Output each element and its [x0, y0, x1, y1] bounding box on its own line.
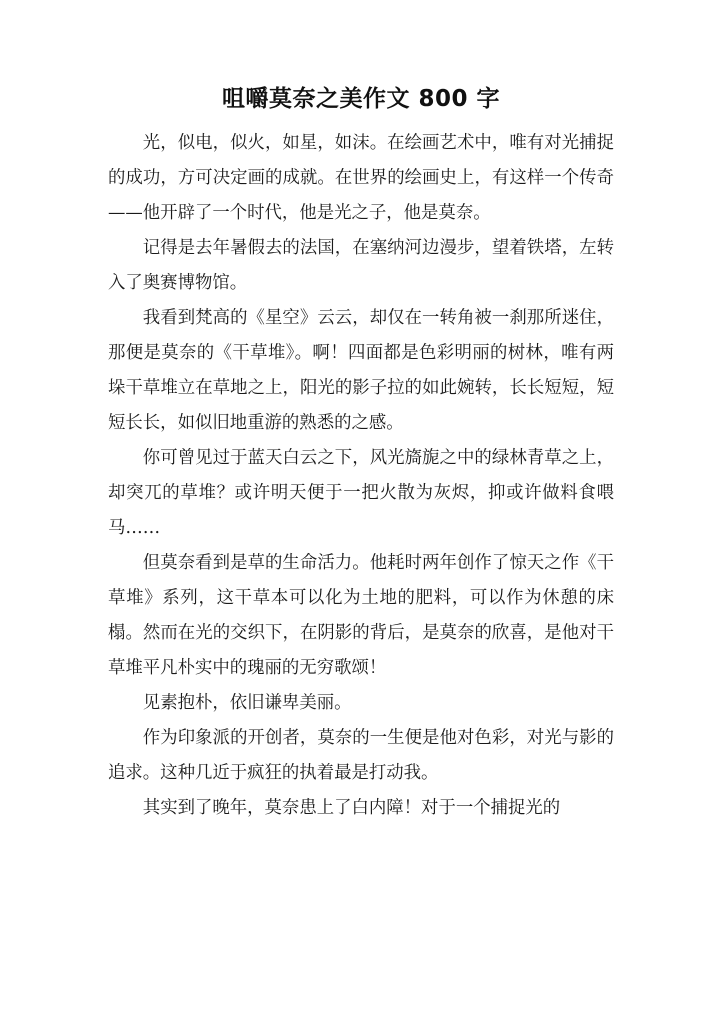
document-page [108, 84, 614, 826]
essay-title: 咀嚼莫奈之美作文 800 字 [221, 86, 501, 112]
essay-paragraph-2: 记得是去年暑假去的法国，在塞纳河边漫步，望着铁塔，左转入了奥赛博物馆。 [108, 238, 614, 293]
essay-paragraph-6: 见素抱朴，依旧谦卑美丽。 [142, 693, 352, 713]
essay-paragraph-1: 光，似电，似火，如星，如沫。在绘画艺术中，唯有对光捕捉的成功，方可决定画的成就。在世界的绘画史上，有这样一个传奇——他开辟了一个时代，他是光之子，他是莫奈。 [108, 133, 614, 223]
essay-paragraph-3: 我看到梵高的《星空》云云，却仅在一转角被一刹那所迷住，那便是莫奈的《干草堆》。啊！四面都是色彩明丽的树林，唯有两垛干草堆立在草地之上，阳光的影子拉的如此婉转，长长短短，短短长长，如似旧地重游的熟悉的之感。 [108, 308, 614, 433]
essay-paragraph-8: 其实到了晚年，莫奈患上了白内障！对于一个捕捉光的 [142, 798, 561, 818]
essay-paragraph-7: 作为印象派的开创者，莫奈的一生便是他对色彩，对光与影的追求。这种几近于疯狂的执着最是打动我。 [108, 728, 614, 783]
essay-paragraph-5: 但莫奈看到是草的生命活力。他耗时两年创作了惊天之作《干草堆》系列，这干草本可以化为土地的肥料，可以作为休憩的床榻。然而在光的交织下，在阴影的背后，是莫奈的欣喜，是他对干草堆平凡朴实中的瑰丽的无穷歌颂！ [108, 553, 614, 678]
essay-paragraph-4: 你可曾见过于蓝天白云之下，风光旖旎之中的绿林青草之上，却突兀的草堆？或许明天便于一把火散为灰烬，抑或许做料食喂马…… [108, 448, 614, 538]
